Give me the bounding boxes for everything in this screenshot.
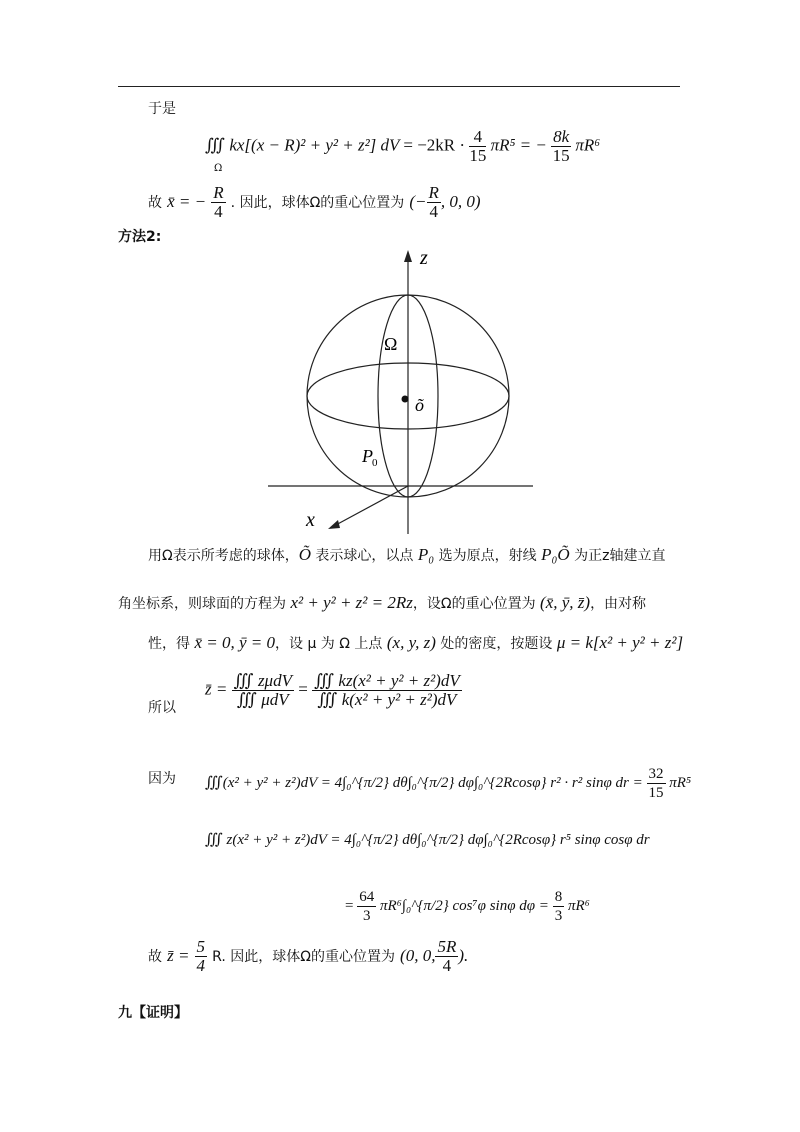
- para-line-2: 角坐标系，则球面的方程为 x² + y² + z² = 2Rz，设Ω的重心位置为 (x̄, ȳ, z̄)，由对称: [118, 593, 647, 612]
- eq1-frac2: $\frac{8k}{15}$: [552, 127, 570, 165]
- x-label: x: [306, 509, 315, 531]
- res1-xbar: x̄ = −: [167, 192, 207, 211]
- eq5-frac1: $\frac{64}{3}$: [359, 889, 375, 924]
- eq2-label: 所以: [148, 700, 176, 716]
- eq1-rhs3: πR⁶: [575, 135, 601, 155]
- z-label: z: [420, 247, 428, 269]
- equation-4: ∭ z(x² + y² + z²)dV = 4∫₀^{π/2} dθ∫₀^{π/2} dφ∫₀^{2Rcosφ} r⁵ sinφ cosφ dr: [205, 832, 650, 848]
- eq1-domain: Ω: [214, 163, 223, 174]
- omega-label: Ω: [384, 334, 398, 354]
- res1-frac: $\frac{R}{4}$: [213, 183, 224, 221]
- eq5-frac2: $\frac{8}{3}$: [554, 889, 563, 924]
- result-2: 故 z̄ = $\frac{5}{4}$ R. 因此，球体Ω的重心位置为 (0, 0, $\frac{5R}{4}$ ).: [148, 937, 469, 975]
- p0-subscript: 0: [372, 457, 378, 469]
- eq3-label: 因为: [148, 771, 176, 787]
- x-axis-arrow: [328, 520, 340, 529]
- section-9-title: 九【证明】: [118, 1005, 188, 1021]
- equation-2: z̄ = $\frac{\text{∭ zμdV}}{\text{∭ μdV}}$ = $\frac{\text{∭ kz(x² + y² + z²)dV}}{\text{∭ k(x² + y² + z²)dV}}$: [205, 671, 460, 709]
- res1-point-frac: $\frac{R}{4}$: [428, 183, 439, 221]
- sphere-diagram: [268, 244, 533, 539]
- eq2-frac2: $\frac{\text{∭ kz(x² + y² + z²)dV}}{\text{∭ k(x² + y² + z²)dV}}$: [314, 671, 460, 709]
- para-line-1: 用Ω表示所考虑的球体，Õ 表示球心，以点 P₀ 选为原点，射线 P₀Õ 为正z轴建立直: [148, 545, 666, 564]
- z-axis-arrow: [404, 250, 412, 262]
- header-rule: [118, 86, 680, 87]
- p0-label: P: [362, 446, 373, 466]
- method-2-title: 方法2:: [118, 229, 162, 245]
- eq1-rhs1: = −2kR ·: [403, 135, 466, 155]
- res1-mid: . 因此，球体Ω的重心位置为: [230, 195, 405, 211]
- res2-frac: $\frac{5}{4}$: [196, 937, 206, 975]
- eq1-frac1: $\frac{4}{15}$: [469, 127, 487, 165]
- equation-3: ∭(x² + y² + z²)dV = 4∫₀^{π/2} dθ∫₀^{π/2} dφ∫₀^{2Rcosφ} r² · r² sinφ dr = $\frac{32}{15}$ πR⁵: [205, 766, 692, 801]
- equation-1: [205, 128, 600, 165]
- eq3-frac: $\frac{32}{15}$: [648, 766, 664, 801]
- center-dot: [402, 396, 409, 403]
- para-line-3: 性，得 x̄ = 0, ȳ = 0，设 μ 为 Ω 上点 (x, y, z) 处的密度，按题设 μ = k[x² + y² + z²]: [148, 633, 684, 652]
- x-axis: [334, 486, 408, 526]
- result-1: 故 x̄ = − $\frac{R}{4}$ . 因此，球体Ω的重心位置为 (− $\frac{R}{4}$ , 0, 0): [148, 183, 481, 221]
- res2-point-frac: $\frac{5R}{4}$: [437, 937, 457, 975]
- intro-text: 于是: [148, 101, 176, 117]
- eq1-rhs2: πR⁵ = −: [490, 135, 547, 155]
- eq2-frac1: $\frac{\text{∭ zμdV}}{\text{∭ μdV}}$: [233, 671, 292, 709]
- eq1-lhs: ∭ kx[(x − R)² + y² + z²] dV: [205, 135, 400, 155]
- center-label: õ: [415, 395, 424, 415]
- equation-5: = $\frac{64}{3}$ πR⁶∫₀^{π/2} cos⁷φ sinφ dφ = $\frac{8}{3}$ πR⁶: [345, 889, 590, 924]
